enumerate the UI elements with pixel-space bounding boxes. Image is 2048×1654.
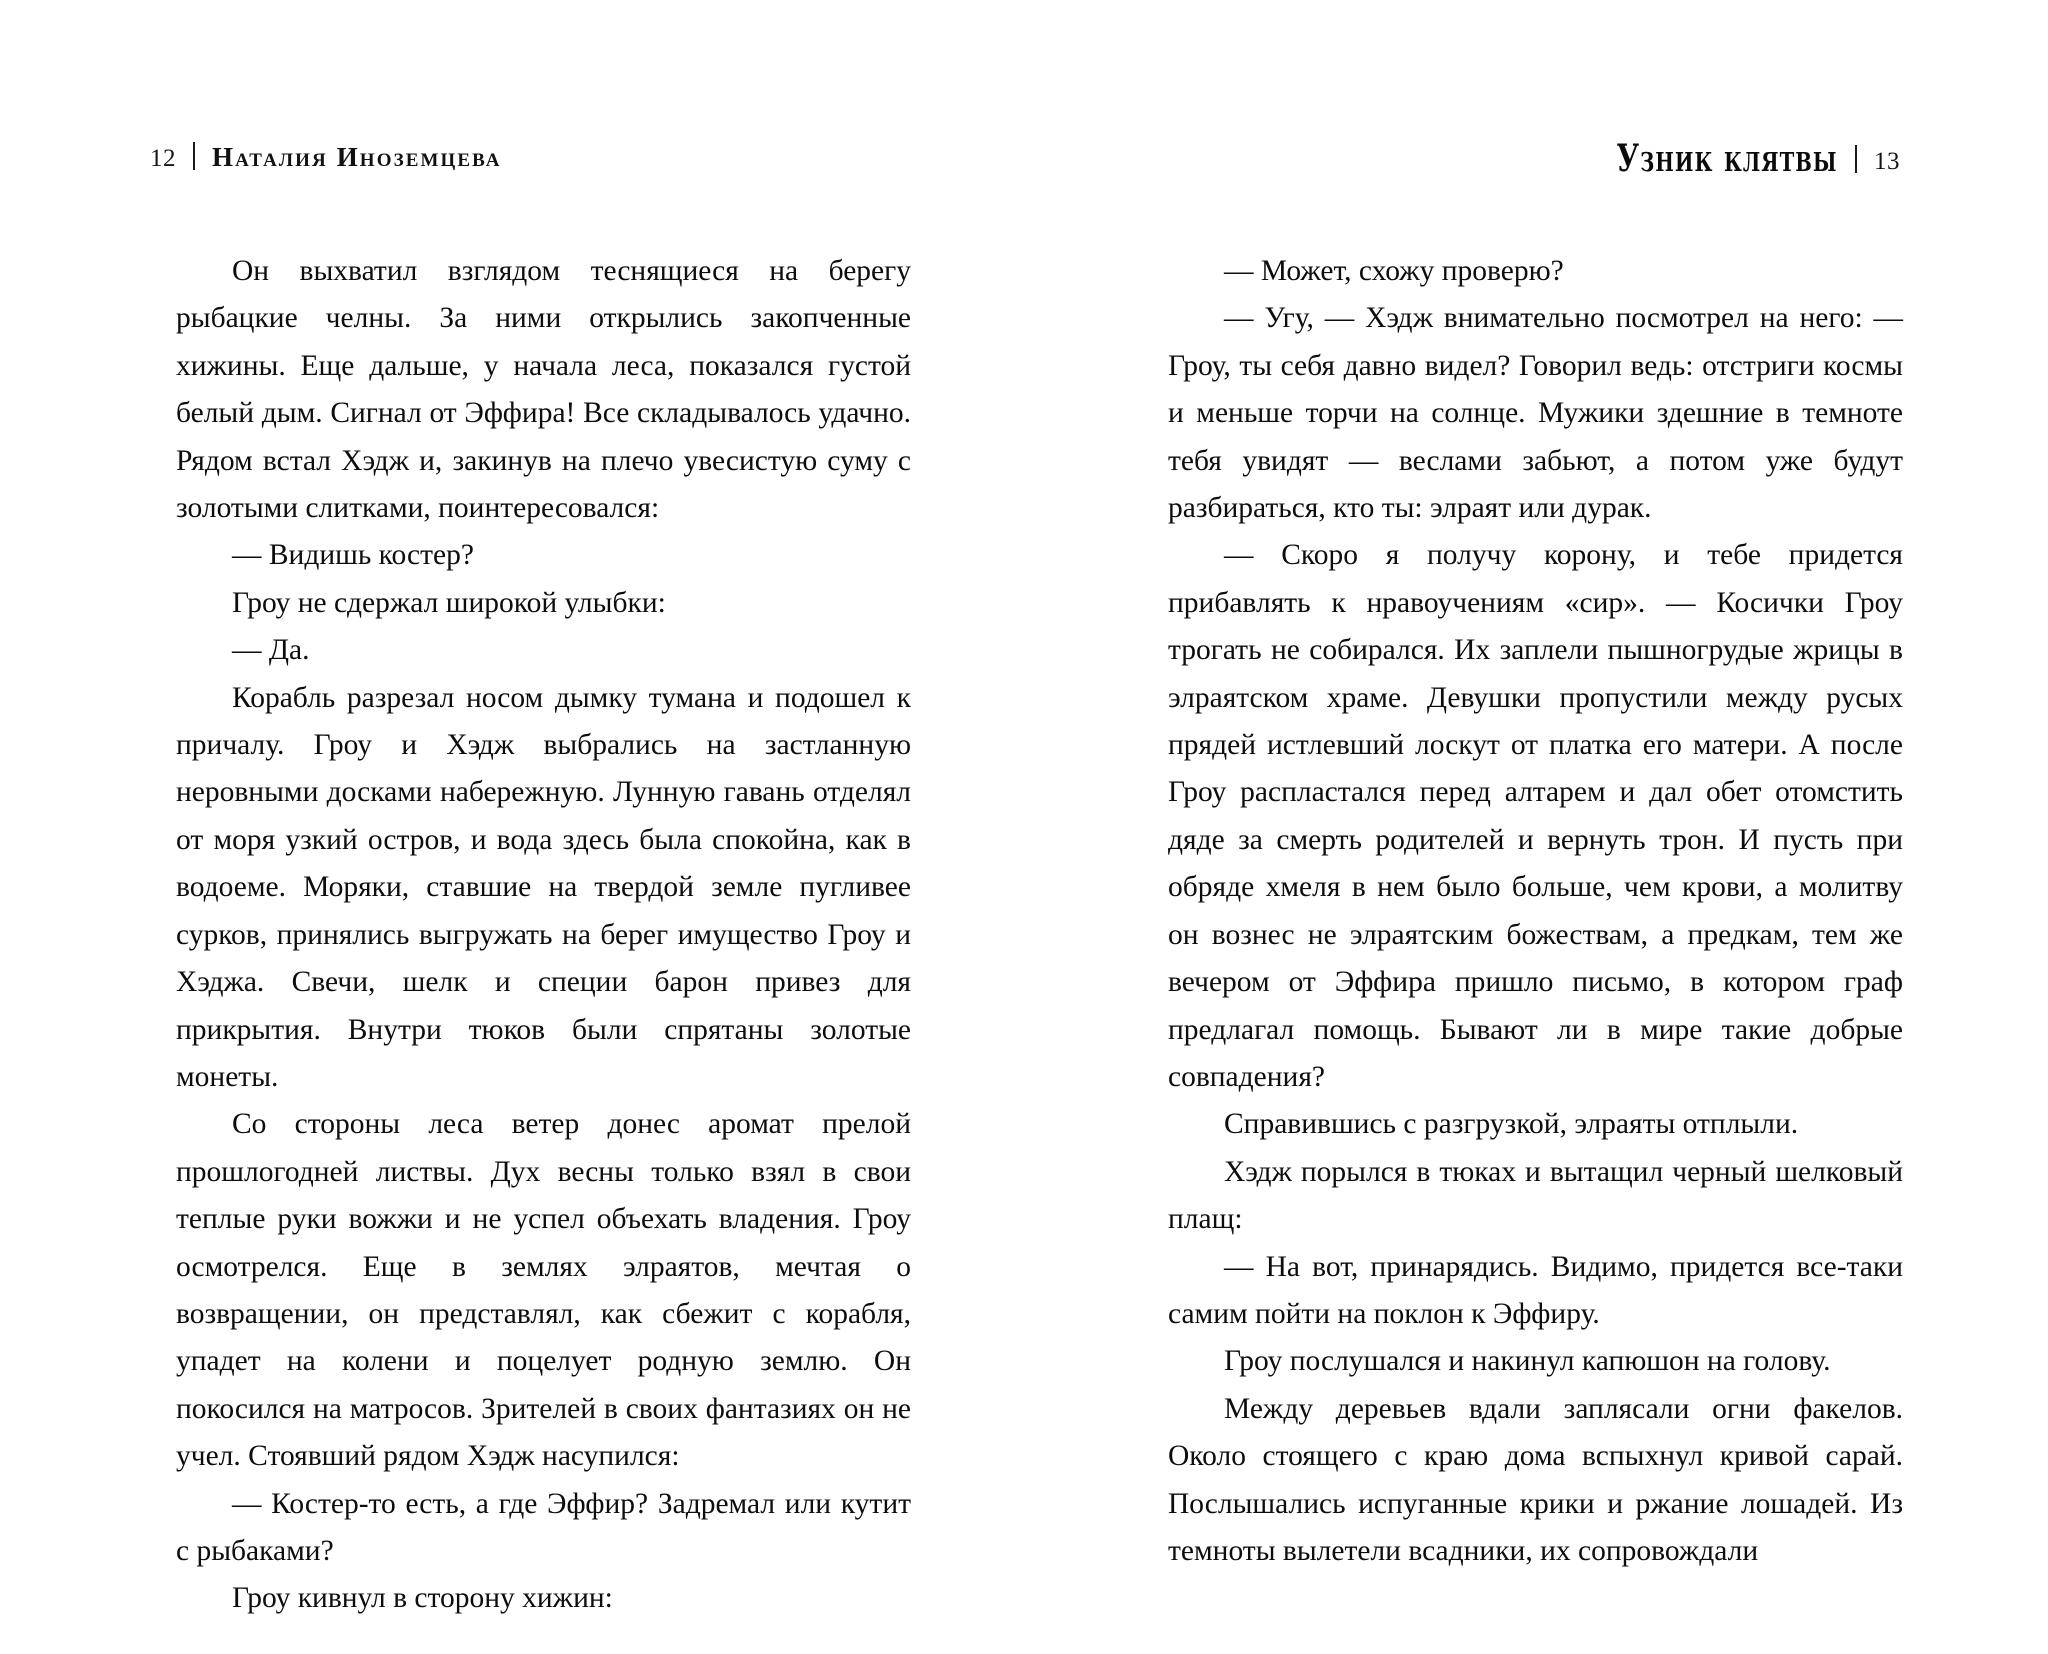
author-name: Наталия Иноземцева <box>212 142 502 172</box>
paragraph: Между деревьев вдали заплясали огни факелов. Около стоящего с краю дома вспыхнул кривой сарай. Послышались испуганные крики и ржание лошадей. Из темноты вылетели всадники, их сопровождали <box>1168 1392 1903 1567</box>
paragraph: Со стороны леса ветер донес аромат прелой прошлогодней листвы. Дух весны только взял в свои теплые руки вожжи и не успел объехать владения. Гроу осмотрелся. Еще в землях элраятов, мечтая о возвращении, он представлял, как сбежит с корабля, упадет на колени и поцелует родную землю. Он покосился на матросов. Зрителей в своих фантазиях он не учел. Стоявший рядом Хэдж насупился: <box>176 1108 911 1473</box>
running-head-divider-left <box>193 142 195 170</box>
paragraph: Он выхватил взглядом теснящиеся на берегу рыбацкие челны. За ними открылись закопченные хижины. Еще дальше, у начала леса, показался густой белый дым. Сигнал от Эффира! Все складывалось удачно. Рядом встал Хэдж и, закинув на плечо увесистую суму с золотыми слитками, поинтересовался: <box>176 255 911 525</box>
paragraph: — Да. <box>232 634 310 667</box>
paragraph: Гроу послушался и накинул капюшон на голову. <box>1224 1345 1831 1378</box>
paragraph: Корабль разрезал носом дымку тумана и подошел к причалу. Гроу и Хэдж выбрались на застланную неровными досками набережную. Лунную гавань отделял от моря узкий остров, и вода здесь была спокойна, как в водоеме. Моряки, ставшие на твердой земле пугливее сурков, принялись выгружать на берег имущество Гроу и Хэджа. Свечи, шелк и специи барон привез для прикрытия. Внутри тюков были спрятаны золотые монеты. <box>176 681 911 1093</box>
paragraph: Гроу не сдержал широкой улыбки: <box>232 586 666 619</box>
paragraph: — Костер-то есть, а где Эффир? Задремал или кутит с рыбаками? <box>176 1487 911 1567</box>
paragraph: Гроу кивнул в сторону хижин: <box>232 1582 613 1615</box>
running-head-divider-right <box>1855 145 1857 173</box>
running-head-left <box>150 138 502 182</box>
page-body-left <box>176 248 911 1623</box>
page-number-left: 12 <box>150 145 176 172</box>
paragraph: — Может, схожу проверю? <box>1224 255 1564 287</box>
paragraph: — Угу, — Хэдж внимательно посмотрел на него: — Гроу, ты себя давно видел? Говорил ведь: отстриги космы и меньше торчи на солнце. Мужики здешние в темноте тебя увидят — веслами забьют, а потом уже будут разбираться, кто ты: элраят или дурак. <box>1168 302 1903 525</box>
paragraph: — На вот, принарядись. Видимо, придется все-таки самим пойти на поклон к Эффиру. <box>1168 1250 1903 1330</box>
book-title: Узник клятвы <box>1616 137 1838 181</box>
page-body-right <box>1168 248 1903 1575</box>
paragraph: Справившись с разгрузкой, элраяты отплыли. <box>1224 1108 1799 1141</box>
paragraph: — Видишь костер? <box>232 539 474 572</box>
page-number-right: 13 <box>1874 148 1900 175</box>
paragraph: — Скоро я получу корону, и тебе придется прибавлять к нравоучениям «сир». — Косички Гроу трогать не собирался. Их заплели пышногрудые жрицы в элраятском храме. Девушки пропустили между русых прядей истлевший лоскут от платка его матери. А после Гроу распластался перед алтарем и дал обет отомстить дяде за смерть родителей и вернуть трон. И пусть при обряде хмеля в нем было больше, чем крови, а молитву он вознес не элраятским божествам, а предкам, тем же вечером от Эффира пришло письмо, в котором граф предлагал помощь. Бывают ли в мире такие добрые совпадения? <box>1168 539 1903 1093</box>
running-head-right <box>1568 138 1900 182</box>
paragraph: Хэдж порылся в тюках и вытащил черный шелковый плащ: <box>1168 1155 1903 1236</box>
